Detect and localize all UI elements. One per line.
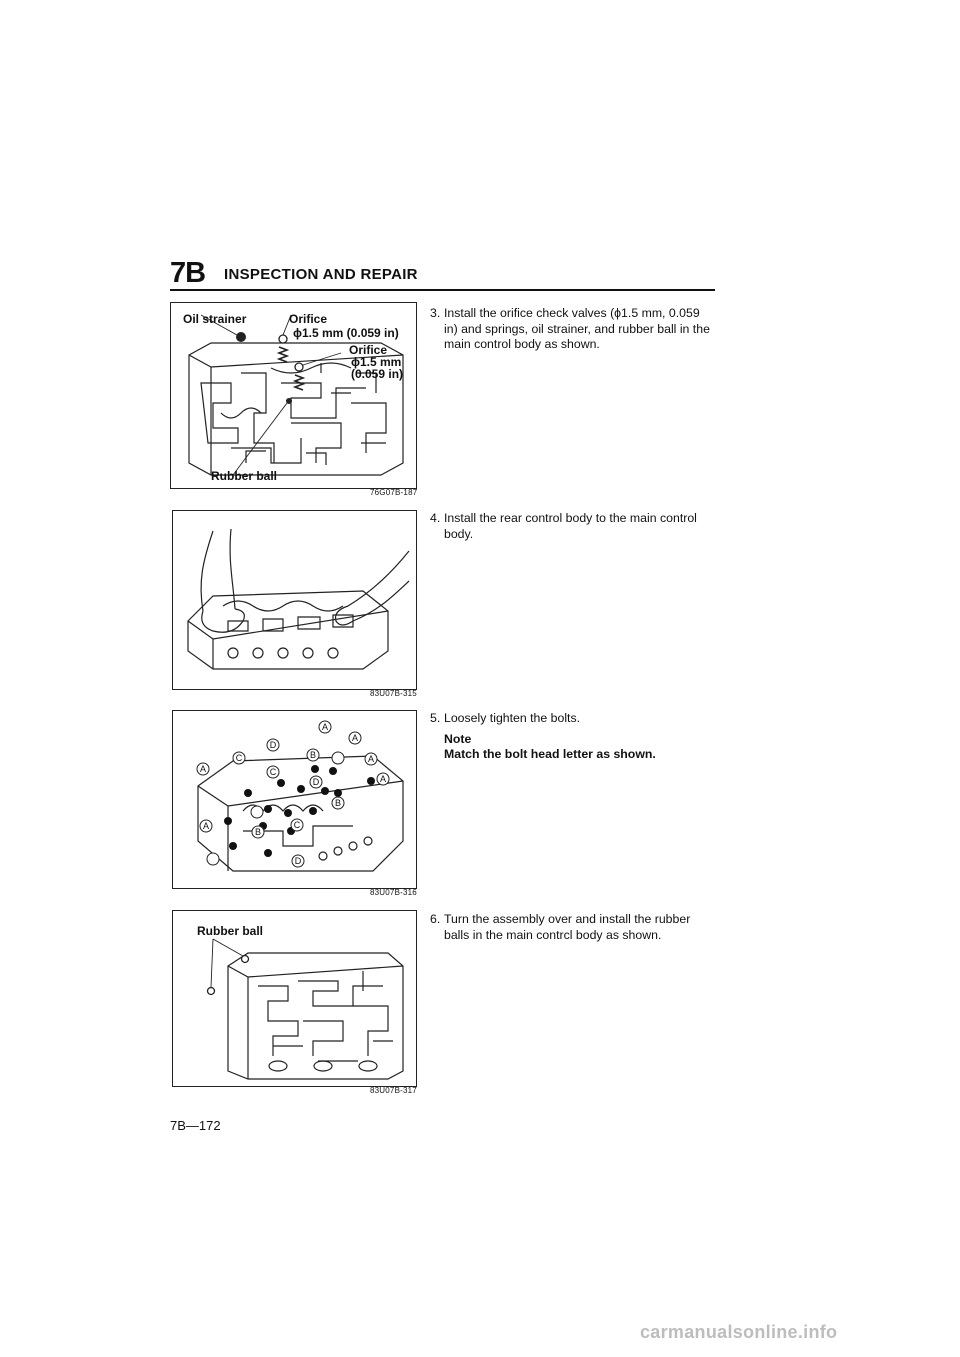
step-4 xyxy=(430,511,715,542)
label-oil-strainer: Oil strainer xyxy=(183,312,247,326)
bolt-letter: C xyxy=(235,753,243,763)
label-rubber-ball-2: Rubber ball xyxy=(197,924,264,938)
label-orifice-right-size2: (0.059 in) xyxy=(351,367,404,381)
step-4-number: 4. xyxy=(430,511,441,525)
bolt-letter: A xyxy=(321,722,329,732)
label-rubber-ball: Rubber ball xyxy=(211,469,278,483)
bolt-letter: C xyxy=(269,767,277,777)
bolt-letter: D xyxy=(294,856,302,866)
hands-assembly-drawing xyxy=(173,511,416,689)
section-title: INSPECTION AND REPAIR xyxy=(224,266,418,283)
note-title: Note xyxy=(444,732,472,746)
bolt-letter: A xyxy=(351,733,359,743)
label-orifice-right: Orifice xyxy=(349,343,388,357)
figure-rear-control-body-install xyxy=(172,510,417,690)
step-6-number: 6. xyxy=(430,912,441,926)
step-5-number: 5. xyxy=(430,711,441,725)
page-number: 7B—172 xyxy=(170,1118,221,1133)
step-4-text: Install the rear control body to the main control body. xyxy=(444,511,697,541)
header-rule xyxy=(170,289,715,291)
step-6 xyxy=(430,912,715,943)
label-orifice-top-size: ϕ1.5 mm (0.059 in) xyxy=(293,326,399,340)
label-orifice-top: Orifice xyxy=(289,312,328,326)
figure-code-2: 83U07B-315 xyxy=(370,689,417,698)
step-6-text: Turn the assembly over and install the rubber balls in the main contrcl body as shown. xyxy=(444,912,691,942)
bolt-letter: B xyxy=(254,827,262,837)
figure-code-1: 76G07B-187 xyxy=(370,488,418,497)
figure-code-4: 83U07B-317 xyxy=(370,1086,417,1095)
bolt-letter: A xyxy=(199,764,207,774)
section-code: 7B xyxy=(170,257,206,289)
figure-bolt-positions xyxy=(172,710,417,889)
figure-orifice-check-valves xyxy=(170,302,417,489)
label-orifice-right-size1: ϕ1.5 mm xyxy=(351,355,402,369)
step-5-text: Loosely tighten the bolts. xyxy=(444,711,581,725)
step-3-text: Install the orifice check valves (ϕ1.5 mm, 0.059 in) and springs, oil strainer, and rubber ball in the main control body as shown. xyxy=(444,306,710,351)
bolt-letter: D xyxy=(312,777,320,787)
note-text: Match the bolt head letter as shown. xyxy=(444,747,656,761)
step-5 xyxy=(430,711,715,727)
bolt-letter: D xyxy=(269,740,277,750)
bolt-letter: B xyxy=(334,798,342,808)
step-3-number: 3. xyxy=(430,306,441,320)
bolt-letter: A xyxy=(367,754,375,764)
bolt-letter: B xyxy=(309,750,317,760)
section-header xyxy=(170,258,715,294)
bolt-layout-drawing xyxy=(173,711,416,888)
watermark: carmanualsonline.info xyxy=(640,1322,838,1342)
bolt-letter: C xyxy=(293,820,301,830)
figure-code-3: 83U07B-316 xyxy=(370,888,417,897)
step-3 xyxy=(430,306,715,353)
bolt-letter: A xyxy=(202,821,210,831)
bolt-letter: A xyxy=(379,774,387,784)
bolt-heads xyxy=(224,765,375,857)
note-block xyxy=(444,732,656,762)
figure-rubber-balls-main-body xyxy=(172,910,417,1087)
